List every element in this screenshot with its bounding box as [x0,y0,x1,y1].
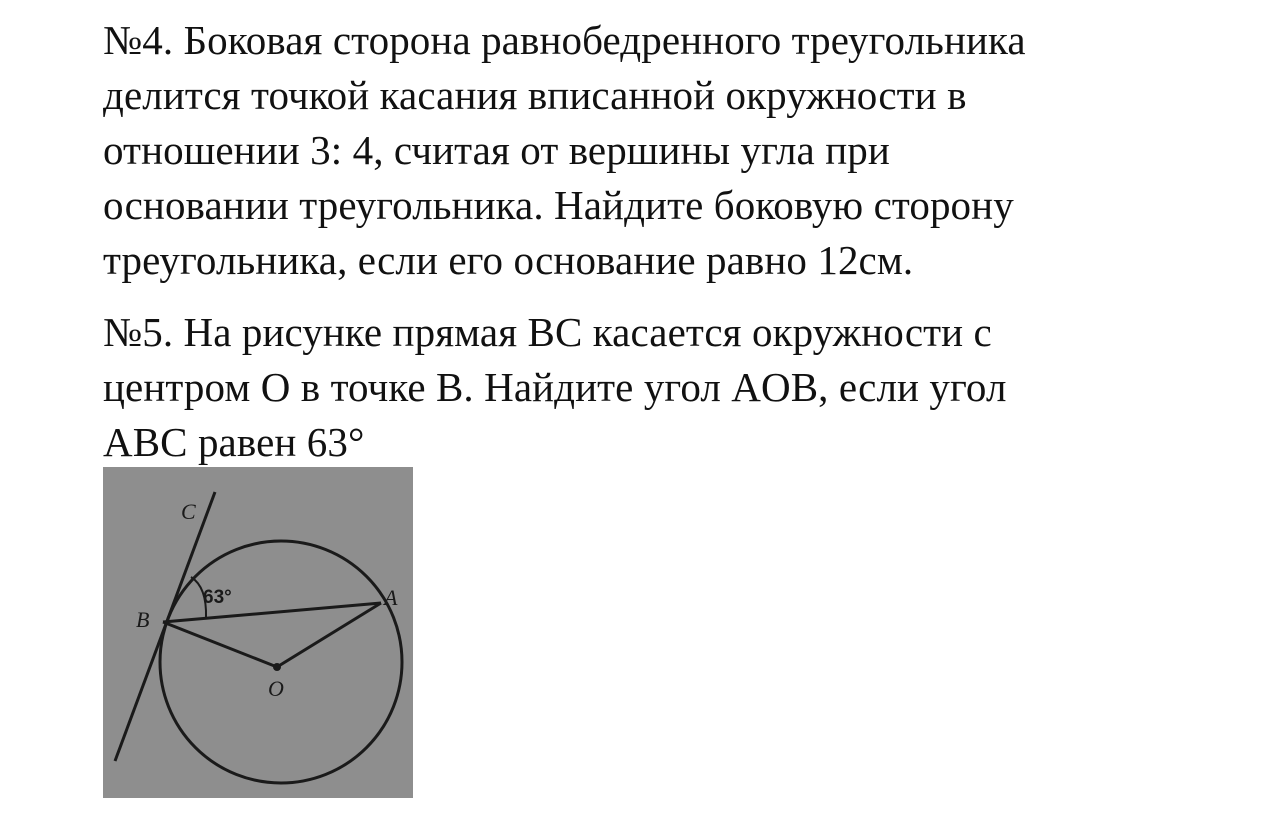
geometry-figure [103,467,413,798]
chord-ba [163,603,381,622]
problem-4-line-2: делится точкой касания вписанной окружности в [103,72,967,118]
problem-4-line-4: основании треугольника. Найдите боковую сторону [103,182,1014,228]
geometry-figure-svg [103,467,413,798]
label-b: B [136,607,150,632]
problem-4-line-5: треугольника, если его основание равно 12см. [103,237,914,283]
circle [160,541,402,783]
label-c: C [181,499,196,524]
tangent-line-bc [115,492,215,761]
problem-5-line-1: №5. На рисунке прямая BC касается окружности с [103,309,992,355]
radius-oa [277,603,381,667]
problem-4-text [103,13,1026,288]
radius-ob [163,622,277,667]
label-o: O [268,676,284,701]
label-a: A [384,585,398,610]
angle-label: 63° [203,587,232,608]
problem-4-line-3: отношении 3: 4, считая от вершины угла при [103,127,890,173]
center-point [273,663,281,671]
problem-5-line-2: центром O в точке B. Найдите угол AOB, если угол [103,364,1007,410]
problem-5-line-3: ABC равен 63° [103,419,365,465]
problem-4-line-1: №4. Боковая сторона равнобедренного треугольника [103,17,1026,63]
problem-5-text [103,305,1007,470]
